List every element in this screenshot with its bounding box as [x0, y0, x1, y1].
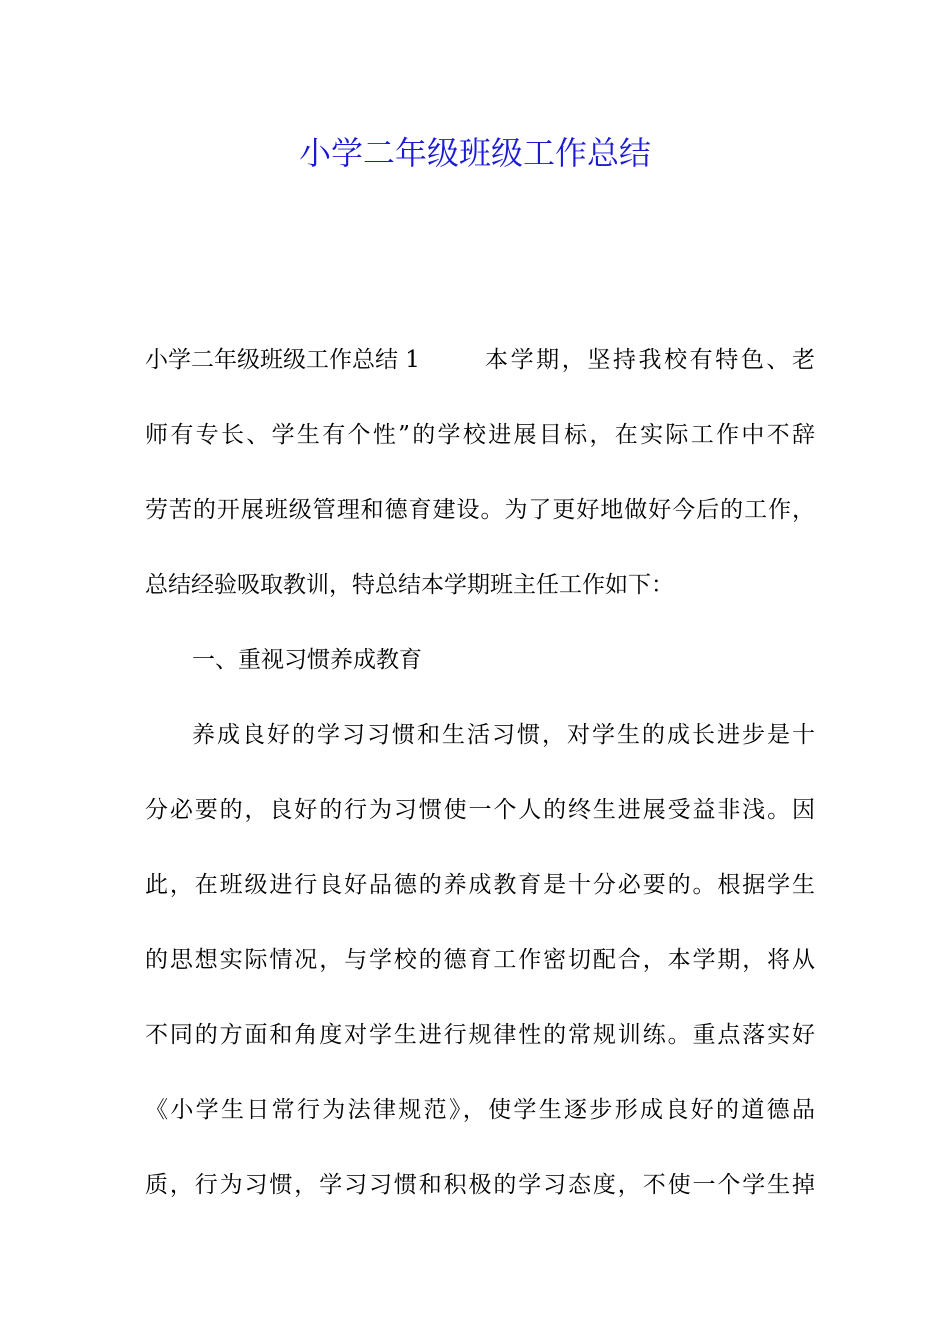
paragraph-line-6: 分必要的，良好的行为习惯使一个人的终生进展受益非浅。因 [145, 797, 815, 823]
paragraph-line-10: 《小学生日常行为法律规范》，使学生逐步形成良好的道德品 [145, 1097, 815, 1123]
paragraph-line-8: 的思想实际情况，与学校的德育工作密切配合，本学期，将从 [145, 947, 815, 973]
paragraph-line-7: 此，在班级进行良好品德的养成教育是十分必要的。根据学生 [145, 872, 815, 898]
paragraph-line-4: 总结经验吸取教训，特总结本学期班主任工作如下： [145, 572, 674, 598]
document-title: 小学二年级班级工作总结 [298, 134, 651, 172]
paragraph-line-5: 养成良好的学习习惯和生活习惯，对学生的成长进步是十 [192, 722, 815, 748]
paragraph-line-3: 劳苦的开展班级管理和德育建设。为了更好地做好今后的工作， [145, 497, 815, 523]
paragraph-text: 本学期，坚持我校有特色、老 [485, 347, 815, 373]
paragraph-line-9: 不同的方面和角度对学生进行规律性的常规训练。重点落实好 [145, 1022, 815, 1048]
paragraph-line-11: 质，行为习惯，学习习惯和积极的学习态度，不使一个学生掉 [145, 1172, 815, 1198]
section-heading: 一、重视习惯养成教育 [192, 647, 422, 673]
section-heading-inline: 小学二年级班级工作总结 1 [145, 347, 420, 373]
paragraph-line-2: 师有专长、学生有个性”的学校进展目标，在实际工作中不辞 [145, 422, 815, 448]
paragraph-line-1 [145, 340, 815, 380]
